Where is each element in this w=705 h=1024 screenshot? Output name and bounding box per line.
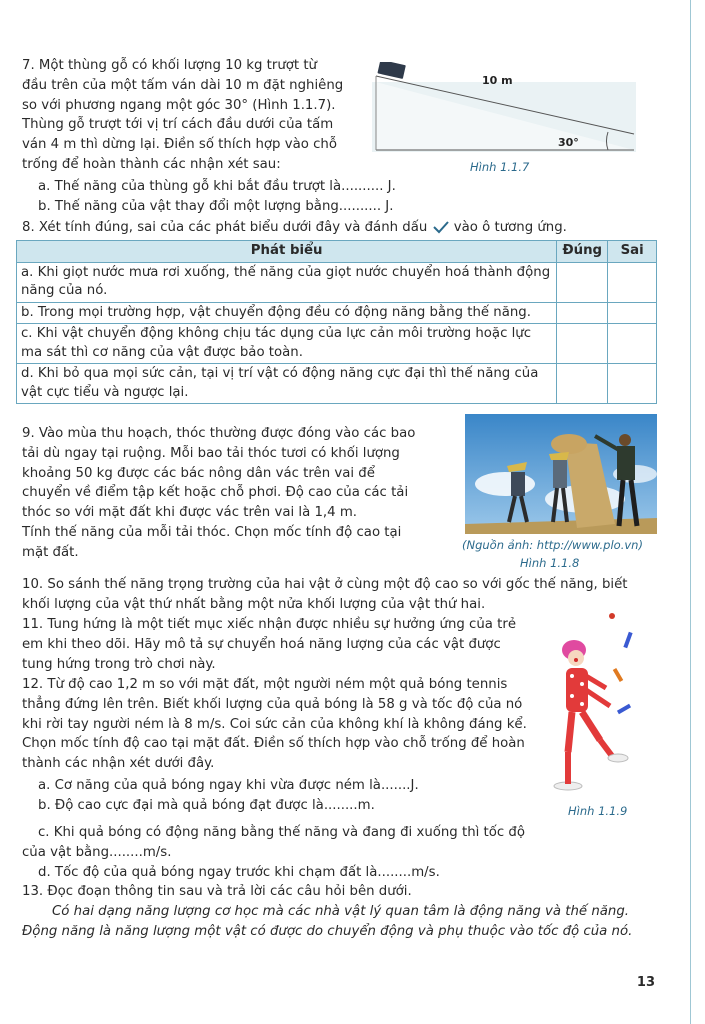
juggling-pin	[623, 632, 632, 648]
table-row	[17, 364, 657, 404]
q7-answers	[38, 177, 458, 217]
false-cell-a[interactable]	[608, 262, 657, 302]
header-false: Sai	[608, 241, 657, 263]
clown-arm	[586, 690, 610, 706]
inclined-plane-figure	[372, 62, 642, 162]
wooden-box	[377, 62, 405, 79]
q11-line: em khi theo dõi. Hãy mô tả sự chuyển hoá năng lượng của các vật được	[22, 636, 501, 652]
q10-line: khối lượng của vật thứ nhất bằng một nửa khối lượng của vật thứ hai.	[22, 596, 486, 612]
q11-line: 11. Tung hứng là một tiết mục xiếc nhận được nhiều sự hưởng ứng của trẻ	[22, 617, 517, 632]
q13-title: 13. Đọc đoạn thông tin sau và trả lời các câu hỏi bên dưới.	[22, 884, 412, 899]
q12-answers-cd	[22, 823, 662, 882]
statement-d: d. Khi bỏ qua mọi sức cản, tại vị trí vật có động năng cực đại thì thế năng của vật cực tiểu và ngược lại.	[17, 364, 557, 404]
q7-item-b: b. Thế năng của vật thay đổi một lượng bằng.......... J.	[38, 198, 394, 214]
page-edge-line	[690, 0, 691, 1024]
q7-line: so với phương ngang một góc 30° (Hình 1.1.7).	[22, 97, 336, 113]
q12-item-a: a. Cơ năng của quả bóng ngay khi vừa được ném là.......J.	[38, 778, 419, 793]
header-true: Đúng	[557, 241, 608, 263]
clown-shoe	[608, 754, 628, 762]
farmers-photo	[465, 414, 657, 534]
question-7	[22, 56, 362, 175]
juggling-pin	[617, 704, 631, 714]
question-13	[22, 882, 682, 941]
clown-arm	[586, 676, 606, 688]
question-8-intro	[22, 218, 662, 238]
q12-line: thành các nhận xét dưới đây.	[22, 756, 215, 772]
q12-line: khi rời tay người ném là 8 m/s. Coi sức cản của không khí là không đáng kể.	[22, 716, 527, 732]
q9-line: tải dù ngay tại ruộng. Mỗi bao tải thóc tươi có khối lượng	[22, 445, 400, 461]
q12-item-b: b. Độ cao cực đại mà quả bóng đạt được là........m.	[38, 797, 375, 813]
q7-line: trống để hoàn thành các nhận xét sau:	[22, 156, 281, 172]
q13-paragraph-1: Có hai dạng năng lượng cơ học mà các nhà vật lý quan tâm là động năng và thế năng.	[52, 903, 630, 919]
q12-item-c: c. Khi quả bóng có động năng bằng thế năng và đang đi xuống thì tốc độ	[38, 825, 525, 840]
question-12	[22, 675, 562, 774]
q9-line: khoảng 50 kg được các bác nông dân vác trên vai để	[22, 465, 375, 481]
box-shape	[377, 62, 405, 79]
q8-intro-text-after: vào ô tương ứng.	[453, 220, 567, 235]
q9-line: 9. Vào mùa thu hoạch, thóc thường được đóng vào các bao	[22, 426, 416, 441]
false-cell-c[interactable]	[608, 324, 657, 364]
q7-line: ván 4 m thì dừng lại. Điền số thích hợp vào chỗ	[22, 137, 337, 153]
clown-leg	[582, 712, 600, 740]
q13-paragraph-2: Động năng là năng lượng một vật có được do chuyển động và phụ thuộc vào tốc độ của nó.	[22, 923, 633, 939]
q12-line: Chọn mốc tính độ cao tại mặt đất. Điền số thích hợp vào chỗ trống để hoàn	[22, 736, 525, 752]
header-statement: Phát biểu	[17, 241, 557, 263]
page-number: 13	[636, 975, 655, 990]
table-row	[17, 262, 657, 302]
clown-body	[566, 668, 588, 712]
question-9	[22, 424, 462, 563]
length-label: 10 m	[482, 74, 513, 87]
q7-line: 7. Một thùng gỗ có khối lượng 10 kg trượt từ	[22, 58, 317, 73]
table-row	[17, 302, 657, 324]
q12-line: 12. Từ độ cao 1,2 m so với mặt đất, một người ném một quả bóng tennis	[22, 677, 508, 692]
question-11	[22, 615, 562, 674]
checkmark-icon	[432, 220, 450, 234]
statement-b: b. Trong mọi trường hợp, vật chuyển động đều có động năng bằng thế năng.	[17, 302, 557, 324]
q9-line: chuyển về điểm tập kết hoặc chỗ phơi. Độ cao của các tải	[22, 485, 409, 501]
false-cell-b[interactable]	[608, 302, 657, 324]
juggling-clown-figure	[552, 610, 652, 800]
true-false-table	[16, 240, 657, 404]
q7-line: Thùng gỗ trượt tới vị trí cách đầu dưới của tấm	[22, 117, 334, 133]
true-cell-d[interactable]	[557, 364, 608, 404]
figure-caption-118: Hình 1.1.8	[520, 556, 580, 570]
false-cell-d[interactable]	[608, 364, 657, 404]
question-10	[22, 575, 662, 615]
juggling-pin	[613, 668, 623, 682]
q11-line: tung hứng trong trò chơi này.	[22, 656, 216, 672]
q10-line: 10. So sánh thế năng trọng trường của hai vật ở cùng một độ cao so với gốc thế năng, biết	[22, 577, 628, 592]
q12-item-d: d. Tốc độ của quả bóng ngay trước khi chạm đất là........m/s.	[38, 864, 440, 880]
grain-sack	[551, 434, 587, 454]
clown-nose	[574, 658, 578, 662]
photo-source: (Nguồn ảnh: http://www.plo.vn)	[462, 538, 643, 552]
q8-intro-text: 8. Xét tính đúng, sai của các phát biểu dưới đây và đánh dấu	[22, 220, 428, 235]
q12-line: thẳng đứng lên trên. Biết khối lượng của quả bóng là 58 g và tốc độ của nó	[22, 696, 523, 712]
figure-caption-119: Hình 1.1.9	[568, 804, 628, 818]
clown-leg	[568, 712, 572, 752]
q9-line: thóc so với mặt đất khi được vác trên vai là 1,4 m.	[22, 505, 358, 521]
angle-label: 30°	[558, 136, 579, 149]
q12-item-c-cont: của vật bằng........m/s.	[22, 844, 172, 860]
statement-c: c. Khi vật chuyển động không chịu tác dụng của lực cản môi trường hoặc lực ma sát thì cơ năng của vật được bảo toàn.	[17, 324, 557, 364]
statement-a: a. Khi giọt nước mưa rơi xuống, thế năng của giọt nước chuyển hoá thành động năng của nó.	[17, 262, 557, 302]
true-cell-c[interactable]	[557, 324, 608, 364]
table-row	[17, 324, 657, 364]
q12-answers-ab	[38, 776, 538, 816]
figure-caption-117: Hình 1.1.7	[470, 160, 530, 174]
cloud	[475, 472, 535, 496]
q7-item-a: a. Thế năng của thùng gỗ khi bắt đầu trượt là.......... J.	[38, 179, 396, 194]
juggling-ball	[609, 613, 615, 619]
q7-line: đầu trên của một tấm ván dài 10 m đặt nghiêng	[22, 77, 344, 93]
table-header-row	[17, 241, 657, 263]
true-cell-b[interactable]	[557, 302, 608, 324]
q9-line: mặt đất.	[22, 544, 79, 560]
true-cell-a[interactable]	[557, 262, 608, 302]
q9-line: Tính thế năng của mỗi tải thóc. Chọn mốc tính độ cao tại	[22, 524, 402, 540]
